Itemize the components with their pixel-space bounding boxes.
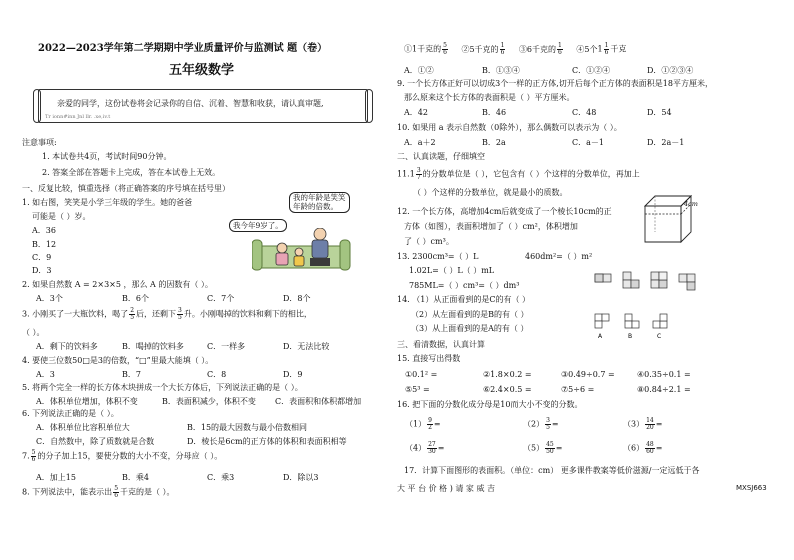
q9-text-2: 那么原来这个长方体的表面积是（ ）平方厘米。 bbox=[404, 93, 575, 102]
q16-1-num: 9 bbox=[428, 417, 432, 424]
q8-option-d: D．①②③④ bbox=[647, 66, 694, 75]
q16-1-label: （1） bbox=[405, 419, 427, 429]
q10-option-a: A．a＋2 bbox=[404, 138, 436, 147]
q8c3-den: 6 bbox=[558, 49, 562, 56]
q7-fraction bbox=[31, 450, 37, 463]
q7-frac-num: 5 bbox=[31, 449, 36, 456]
q16-5-label: （5） bbox=[523, 443, 545, 453]
q8c2-num: 1 bbox=[500, 42, 505, 49]
view-label-b: B bbox=[628, 333, 633, 340]
q11-part-b: 的分数单位是（ ），它包含有（ ）个这样的分数单位，再加上 bbox=[422, 169, 640, 179]
q11-whole: 1 bbox=[409, 169, 415, 179]
sofa-arm-left bbox=[252, 240, 262, 270]
q16-3-num: 14 bbox=[646, 417, 654, 424]
q2-option-a: A．3个 bbox=[36, 294, 63, 303]
q16-4-den: 30 bbox=[428, 448, 436, 455]
q16-item-2: （2） $\frac{3}{5}$ = bbox=[523, 417, 559, 431]
q1-option-a: A．36 bbox=[32, 226, 56, 235]
q2-option-b: B．6个 bbox=[122, 294, 149, 303]
block-figure-3 bbox=[651, 272, 667, 288]
q3-part-1: 3. 小刚买了一大瓶饮料，喝了 bbox=[22, 309, 129, 319]
father-legs bbox=[310, 258, 330, 266]
q1-text-2: 可能是（ ）岁。 bbox=[32, 212, 91, 221]
q16-4-num: 27 bbox=[428, 441, 436, 448]
q16-2-den: 5 bbox=[546, 424, 550, 431]
girl-head bbox=[277, 243, 287, 253]
q8-option-a: A．①② bbox=[404, 66, 434, 75]
q4-option-a: A．3 bbox=[36, 370, 55, 379]
footer-text: 大 平 台 价 格 ) 请 家 威 吉 bbox=[397, 484, 496, 493]
q15-title: 15. 直接写出得数 bbox=[397, 354, 461, 363]
notes-item-1: 1. 本试卷共4页，考试时间90分钟。 bbox=[42, 152, 172, 161]
q13-line-2: 1.02L=（ ）L（ ）mL bbox=[409, 266, 495, 275]
q8c4-whole: 1 bbox=[597, 44, 603, 54]
child-body bbox=[294, 256, 304, 266]
q1-option-c: C．9 bbox=[32, 253, 52, 262]
greeting-text: 亲爱的同学，这份试卷将会记录你的自信、沉着、智慧和收获，请认真审题, bbox=[57, 99, 324, 108]
q6-option-c: C．自然数中，除了质数就是合数 bbox=[36, 437, 155, 446]
q3-frac2-den: 5 bbox=[178, 314, 182, 321]
sofa-arm-right bbox=[340, 240, 350, 270]
q12-text-3: 了（ ）cm³。 bbox=[404, 237, 454, 246]
q8-option-b: B．①③④ bbox=[482, 66, 520, 75]
q3-frac2-num: 3 bbox=[178, 307, 182, 314]
q8-text bbox=[22, 486, 175, 499]
q8-choice-3-frac bbox=[557, 43, 563, 56]
q2-option-d: D．8个 bbox=[283, 294, 311, 303]
q4-text: 4. 要使三位数50□是3的倍数，“□”里最大能填（ ）。 bbox=[22, 356, 214, 365]
q10-text: 10. 如果用 a 表示自然数（0除外），那么偶数可以表示为（ ）。 bbox=[397, 123, 622, 132]
q16-4-frac bbox=[427, 442, 437, 455]
q16-3-label: （3） bbox=[623, 419, 645, 429]
q6-option-b: B．15的最大因数与最小倍数相同 bbox=[187, 423, 308, 432]
q16-3-frac bbox=[645, 418, 655, 431]
child-head bbox=[295, 248, 303, 256]
faint-text: Tr ionn#inn Jnl llr. .xe,iv.t bbox=[45, 114, 111, 120]
q16-6-den: 60 bbox=[646, 448, 654, 455]
q14-line-1: 14. （1）从正面看到的是C的有（ ） bbox=[397, 295, 531, 304]
calc-5: ⑤5³ = bbox=[405, 385, 430, 394]
q8c3-num: 1 bbox=[558, 42, 562, 49]
q13-line-1: 13. 2300cm³=（ ）L bbox=[397, 252, 479, 261]
q5-option-b: B．表面积减少，体积不变 bbox=[162, 397, 256, 406]
q8c1-num: 5 bbox=[443, 42, 447, 49]
q7-option-c: C．乘3 bbox=[207, 473, 235, 482]
q16-2-frac bbox=[545, 418, 551, 431]
q3-option-b: B．喝掉的饮料多 bbox=[122, 342, 184, 351]
q7-option-a: A．加上15 bbox=[36, 473, 76, 482]
q2-text: 2. 如果自然数 A = 2×3×5 ，那么 A 的因数有（ ）。 bbox=[22, 280, 213, 289]
section1-title: 一、反复比较，慎重选择（将正确答案的序号填在括号里） bbox=[22, 184, 230, 193]
q4-option-b: B．7 bbox=[122, 370, 141, 379]
q8-choice-1-frac bbox=[442, 43, 448, 56]
q16-6-label: （6） bbox=[623, 443, 645, 453]
q11-num: 3 bbox=[416, 167, 421, 174]
q8-choices bbox=[404, 43, 626, 56]
q7-part-1: 的分子加上15，要使分数的大小不变，分母应（ ）。 bbox=[37, 451, 223, 461]
q9-text-1: 9. 一个长方体正好可以切成3个一样的正方体,切开后每个正方体的表面积是18平方厘米， bbox=[397, 79, 713, 88]
calc-2: ②1.8×0.2 = bbox=[483, 370, 532, 379]
calc-1: ①0.1² = bbox=[405, 370, 438, 379]
q8c4-den: 6 bbox=[604, 49, 609, 56]
scroll-right-end bbox=[365, 89, 373, 123]
q6-text: 6. 下列说法正确的是（ ）。 bbox=[22, 409, 119, 418]
q5-option-c: C．表面积和体积都增加 bbox=[275, 397, 362, 406]
calc-4: ④0.35÷0.1 = bbox=[637, 370, 691, 379]
q7-option-d: D．除以3 bbox=[283, 473, 319, 482]
q3-fraction-2 bbox=[177, 308, 183, 321]
q17-text: 17．计算下面图形的表面积。（单位：cm） 更多课件教案等低价滋源/一定远低于各 bbox=[404, 466, 700, 475]
calc-8: ⑧0.84÷2.1 = bbox=[637, 385, 691, 394]
q8-choice-3: ③6千克的 bbox=[518, 44, 557, 54]
block-figure-2 bbox=[623, 272, 639, 288]
block-figure-4 bbox=[679, 274, 695, 290]
q8-part-1: 8. 下列说法中，能表示出 bbox=[22, 487, 113, 497]
father-head bbox=[314, 228, 326, 240]
exam-title: 2022—2023学年第二学期期中学业质量评价与监测试 题（卷） bbox=[38, 43, 328, 54]
subject-title: 五年级数学 bbox=[169, 63, 235, 78]
q7-option-b: B．乘4 bbox=[122, 473, 149, 482]
notes-item-2: 2. 答案全部在答题卡上完成，答在本试卷上无效。 bbox=[42, 168, 221, 177]
q16-item-4: （4） $\frac{27}{30}$ = bbox=[405, 441, 445, 455]
bubble-father-line-1: 我的年龄是笑笑 bbox=[293, 193, 346, 202]
notes-label: 注意事项: bbox=[22, 138, 57, 147]
q11-prefix: 11. bbox=[397, 169, 410, 179]
calc-3: ③0.49÷0.7 = bbox=[561, 370, 615, 379]
q9-option-d: D．54 bbox=[647, 108, 672, 117]
sofa-illustration bbox=[252, 228, 352, 278]
q8-choice-1: ①1千克的 bbox=[404, 44, 442, 54]
q16-item-6: （6） $\frac{48}{60}$ = bbox=[623, 441, 663, 455]
q11-den: 7 bbox=[416, 174, 421, 181]
q3-option-a: A．剩下的饮料多 bbox=[36, 342, 98, 351]
girl-body bbox=[276, 253, 288, 265]
q12-text-2: 方体（如图），表面积增加了（ ）cm²，体积增加 bbox=[404, 222, 578, 231]
q9-option-a: A．42 bbox=[404, 108, 428, 117]
q16-1-den: 2 bbox=[428, 424, 432, 431]
view-label-c: C bbox=[657, 333, 662, 340]
q8c1-den: 6 bbox=[443, 49, 447, 56]
q16-5-frac bbox=[545, 442, 555, 455]
q4-option-c: C．8 bbox=[207, 370, 227, 379]
q16-item-1: （1） $\frac{9}{2}$ = bbox=[405, 417, 441, 431]
q1-text-1: 1. 如右图，笑笑是小学三年级的学生。她的爸爸 bbox=[22, 198, 193, 207]
q6-option-d: D．棱长是6cm的正方体的体积和表面积相等 bbox=[187, 437, 347, 446]
q5-option-a: A．体积单位增加，体积不变 bbox=[36, 397, 138, 406]
q6-option-a: A．体积单位比容积单位大 bbox=[36, 423, 130, 432]
q7-frac-den: 6 bbox=[31, 456, 36, 463]
q16-6-num: 48 bbox=[646, 441, 654, 448]
q3-option-c: C．一样多 bbox=[207, 342, 246, 351]
q2-option-c: C．7个 bbox=[207, 294, 235, 303]
q3-text-2: （ ）。 bbox=[22, 328, 45, 337]
cube-height-label: 4cm bbox=[684, 200, 698, 208]
q16-item-3: （3） $\frac{14}{20}$ = bbox=[623, 417, 663, 431]
view-a bbox=[595, 314, 609, 328]
q8-choice-4-frac bbox=[604, 43, 610, 56]
q8-choice-2: ②5千克的 bbox=[461, 44, 499, 54]
q12-text-1: 12. 一个长方体，高增加4cm后就变成了一个棱长10cm的正 bbox=[397, 207, 612, 216]
bubble-father-line-2: 年龄的倍数。 bbox=[293, 201, 338, 211]
page-code: MXSJ663 bbox=[736, 484, 767, 492]
q5-text: 5. 将两个完全一样的长方体木块拼成一个大长方体后，下列说法正确的是（ ）。 bbox=[22, 383, 303, 392]
q16-5-den: 50 bbox=[546, 448, 554, 455]
father-body bbox=[312, 240, 328, 258]
q16-title: 16. 把下面的分数化成分母是10而大小不变的分数。 bbox=[397, 400, 583, 409]
q8-option-c: C．①②④ bbox=[572, 66, 611, 75]
calc-7: ⑦5÷6 = bbox=[561, 385, 595, 394]
q13-line-3: 785ML=（ ）cm³=（ ）dm³ bbox=[409, 281, 520, 290]
q11-text-2: （ ）个这样的分数单位，就是最小的质数。 bbox=[413, 188, 568, 197]
q16-2-num: 3 bbox=[546, 417, 550, 424]
q3-part-2: 后，还剩下 bbox=[136, 309, 177, 319]
section3-title: 三、看清数据，认真计算 bbox=[397, 340, 485, 349]
q1-option-b: B．12 bbox=[32, 240, 57, 249]
q16-item-5: （5） $\frac{45}{50}$ = bbox=[523, 441, 563, 455]
view-b bbox=[625, 314, 639, 328]
q8-choice-4: ④5个 bbox=[576, 44, 598, 54]
q3-frac1-den: 5 bbox=[130, 314, 135, 321]
q9-option-c: C．48 bbox=[572, 108, 597, 117]
q1-option-d: D．3 bbox=[32, 266, 52, 275]
scroll-left-end bbox=[33, 89, 41, 123]
q3-fraction-1 bbox=[129, 308, 135, 321]
q16-2-label: （2） bbox=[523, 419, 545, 429]
q8-part-2: 千克的是（ ）。 bbox=[120, 487, 175, 497]
view-c bbox=[653, 314, 667, 328]
q16-1-frac bbox=[427, 418, 433, 431]
cube-front-face bbox=[645, 206, 681, 242]
q8c4-unit: 千克 bbox=[610, 44, 627, 54]
q13-line-1b: 460dm²=（ ）m² bbox=[525, 252, 593, 261]
calc-6: ⑥2.4×0.5 = bbox=[483, 385, 532, 394]
q3-frac1-num: 2 bbox=[130, 307, 135, 314]
q7-prefix: 7. bbox=[22, 451, 30, 461]
view-label-a: A bbox=[598, 333, 603, 340]
q8c4-num: 1 bbox=[604, 42, 609, 49]
q10-option-c: C．a－1 bbox=[572, 138, 604, 147]
q7-text bbox=[22, 450, 222, 463]
q11-text bbox=[397, 168, 640, 181]
q8c2-den: 6 bbox=[500, 49, 505, 56]
speech-bubble-father bbox=[289, 192, 350, 213]
q9-option-b: B．46 bbox=[482, 108, 507, 117]
q3-option-d: D．无法比较 bbox=[283, 342, 330, 351]
q16-4-label: （4） bbox=[405, 443, 427, 453]
greeting-scroll bbox=[38, 89, 368, 123]
speech-bubble-girl: 我今年9岁了。 bbox=[229, 219, 287, 232]
q10-option-d: D．2a－1 bbox=[647, 138, 685, 147]
q10-option-b: B．2a bbox=[482, 138, 506, 147]
q16-3-den: 20 bbox=[646, 424, 654, 431]
q8-choice-2-frac bbox=[500, 43, 506, 56]
q8-fraction bbox=[113, 486, 119, 499]
q8-frac-num: 5 bbox=[114, 485, 119, 492]
block-figures bbox=[593, 268, 713, 348]
q16-6-frac bbox=[645, 442, 655, 455]
q4-option-d: D．9 bbox=[283, 370, 303, 379]
q3-text bbox=[22, 308, 312, 321]
q14-line-3: （3）从上面看到的是A的有（ ） bbox=[411, 324, 529, 333]
q14-line-2: （2）从左面看到的是B的有（ ） bbox=[411, 310, 529, 319]
q16-5-num: 45 bbox=[546, 441, 554, 448]
section2-title: 二、认真读题，仔细填空 bbox=[397, 152, 485, 161]
q11-fraction bbox=[416, 168, 422, 181]
block-figure-1 bbox=[595, 274, 611, 282]
q8-frac-den: 6 bbox=[114, 492, 119, 499]
q3-part-3: 升。小刚喝掉的饮料和剩下的相比， bbox=[183, 309, 312, 319]
